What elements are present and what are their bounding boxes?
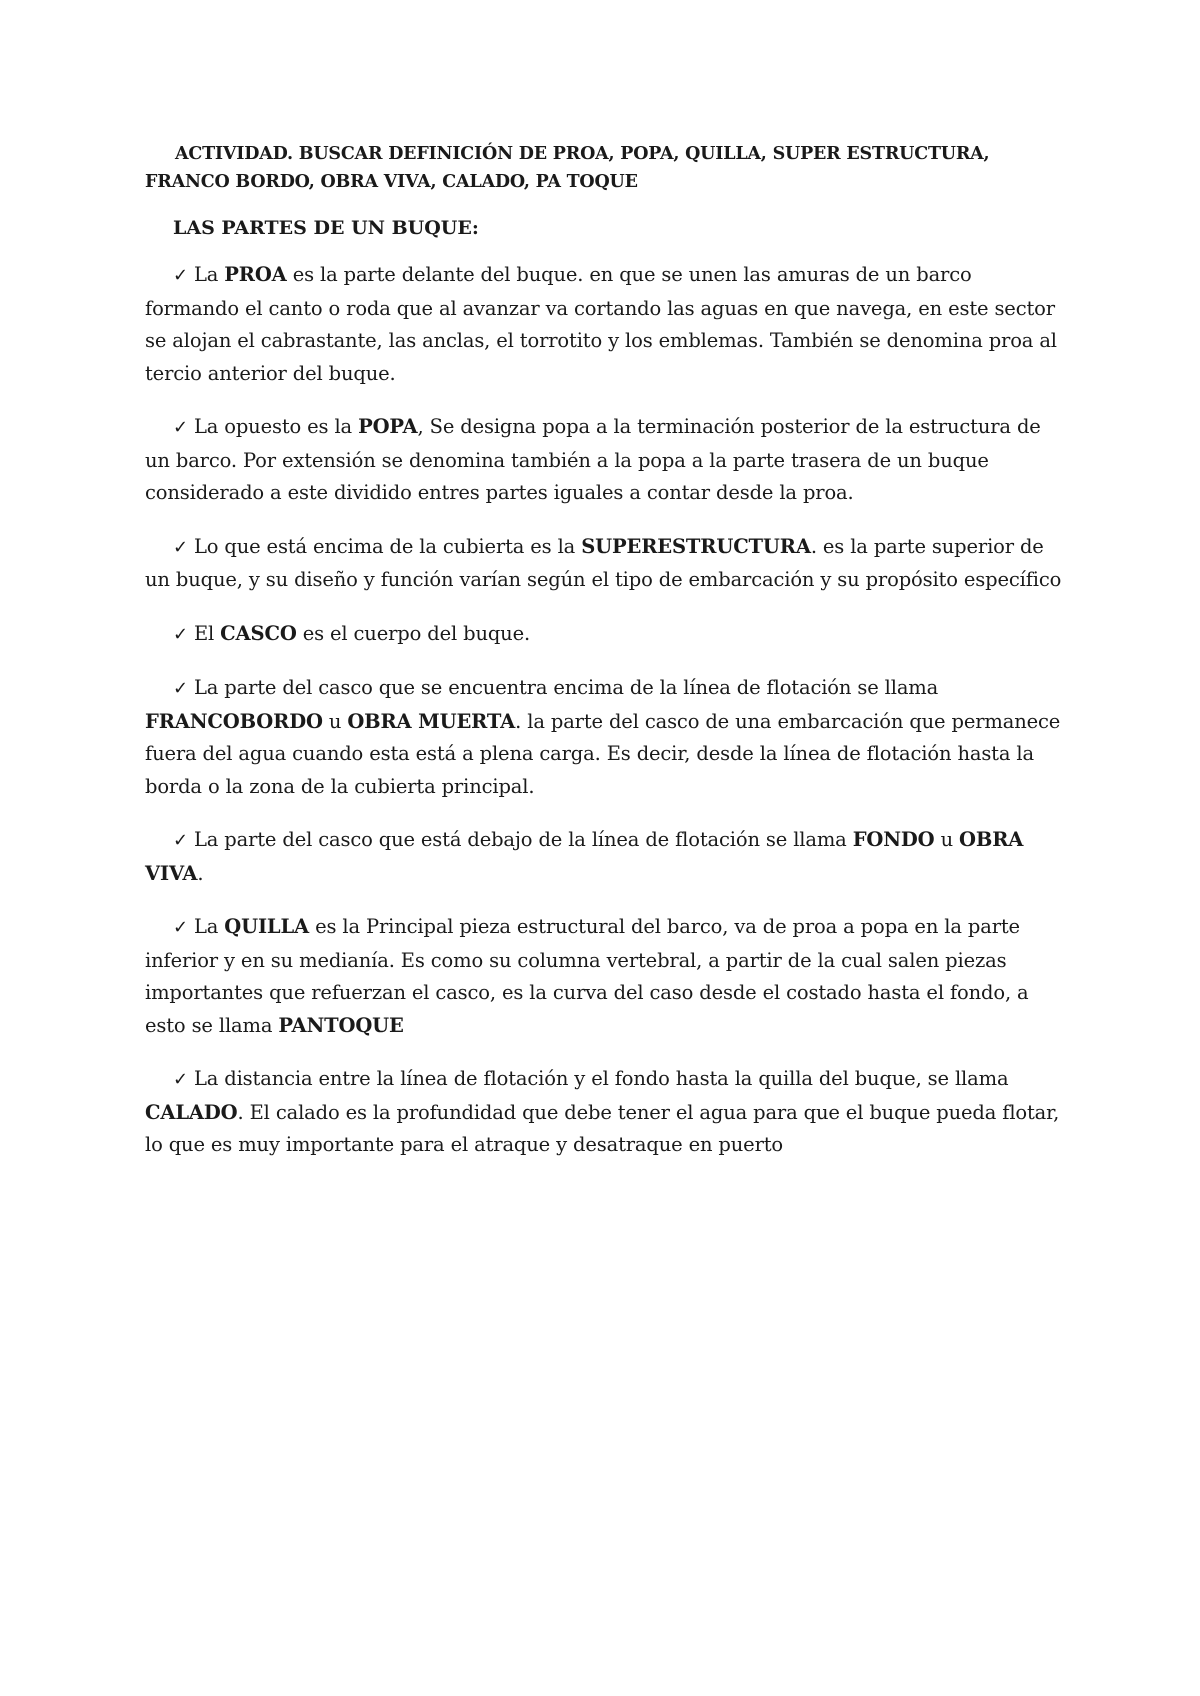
term-superestructura: SUPERESTRUCTURA (581, 534, 811, 558)
list-item-proa: ✓ La PROA es la parte delante del buque. en que se unen las amuras de un barco formando el canto o roda que al avanzar va cortando las aguas en que navega, en este sector se alojan el cabrastante, las anclas, el torrotito y los emblemas. También se denomina proa al tercio anterior del buque. (145, 259, 1070, 390)
term-quilla: QUILLA (224, 915, 310, 938)
list-item-fondo: ✓ La parte del casco que está debajo de la línea de flotación se llama FONDO u OBRA VIVA. (145, 824, 1070, 890)
term-calado: CALADO (145, 1100, 238, 1124)
checkmark-icon: ✓ (173, 1069, 188, 1090)
checkmark-icon: ✓ (173, 917, 188, 938)
document-body (145, 140, 1070, 1183)
checkmark-icon: ✓ (173, 678, 188, 699)
list-item-casco: ✓ El CASCO es el cuerpo del buque. (145, 618, 1070, 652)
checkmark-icon: ✓ (173, 830, 188, 851)
term-obra-viva: OBRA VIVA (145, 828, 1024, 885)
checkmark-icon: ✓ (173, 265, 188, 286)
list-item-francobordo: ✓ La parte del casco que se encuentra encima de la línea de flotación se llama FRANCOBORDO u OBRA MUERTA. la parte del casco de una embarcación que permanece fuera del agua cuando esta está a plena carga. Es decir, desde la línea de flotación hasta la borda o la zona de la cubierta principal. (145, 672, 1070, 803)
term-proa: PROA (224, 263, 287, 286)
term-fondo: FONDO (852, 828, 935, 851)
list-item-quilla: ✓ La QUILLA es la Principal pieza estructural del barco, va de proa a popa en la parte inferior y en su medianía. Es como su columna vertebral, a partir de la cual salen piezas importantes que refuerzan el casco, es la curva del caso desde el costado hasta el fondo, a esto se llama PANTOQUE (145, 911, 1070, 1042)
term-francobordo: FRANCOBORDO (145, 709, 323, 733)
assignment-heading: ACTIVIDAD. BUSCAR DEFINICIÓN DE PROA, POPA, QUILLA, SUPER ESTRUCTURA, FRANCO BORDO, OBRA VIVA, CALADO, PA TOQUE (145, 144, 990, 192)
term-popa: POPA (358, 415, 418, 438)
section-title: LAS PARTES DE UN BUQUE: (173, 217, 479, 239)
checkmark-icon: ✓ (173, 623, 188, 645)
list-item-popa: ✓ La opuesto es la POPA, Se designa popa a la terminación posterior de la estructura de un barco. Por extensión se denomina también a la popa a la parte trasera de un buque considerado a este dividido entres partes iguales a contar desde la proa. (145, 411, 1070, 510)
checkmark-icon: ✓ (173, 417, 188, 438)
checkmark-icon: ✓ (173, 536, 188, 558)
term-pantoque: PANTOQUE (278, 1013, 404, 1037)
term-casco: CASCO (220, 621, 297, 645)
term-obra-muerta: OBRA MUERTA (347, 709, 516, 733)
list-item-calado: ✓ La distancia entre la línea de flotación y el fondo hasta la quilla del buque, se llama CALADO. El calado es la profundidad que debe tener el agua para que el buque pueda flotar, lo que es muy importante para el atraque y desatraque en puerto (145, 1063, 1070, 1162)
list-item-superestructura: ✓ Lo que está encima de la cubierta es la SUPERESTRUCTURA. es la parte superior de un buque, y su diseño y función varían según el tipo de embarcación y su propósito específico (145, 531, 1070, 597)
